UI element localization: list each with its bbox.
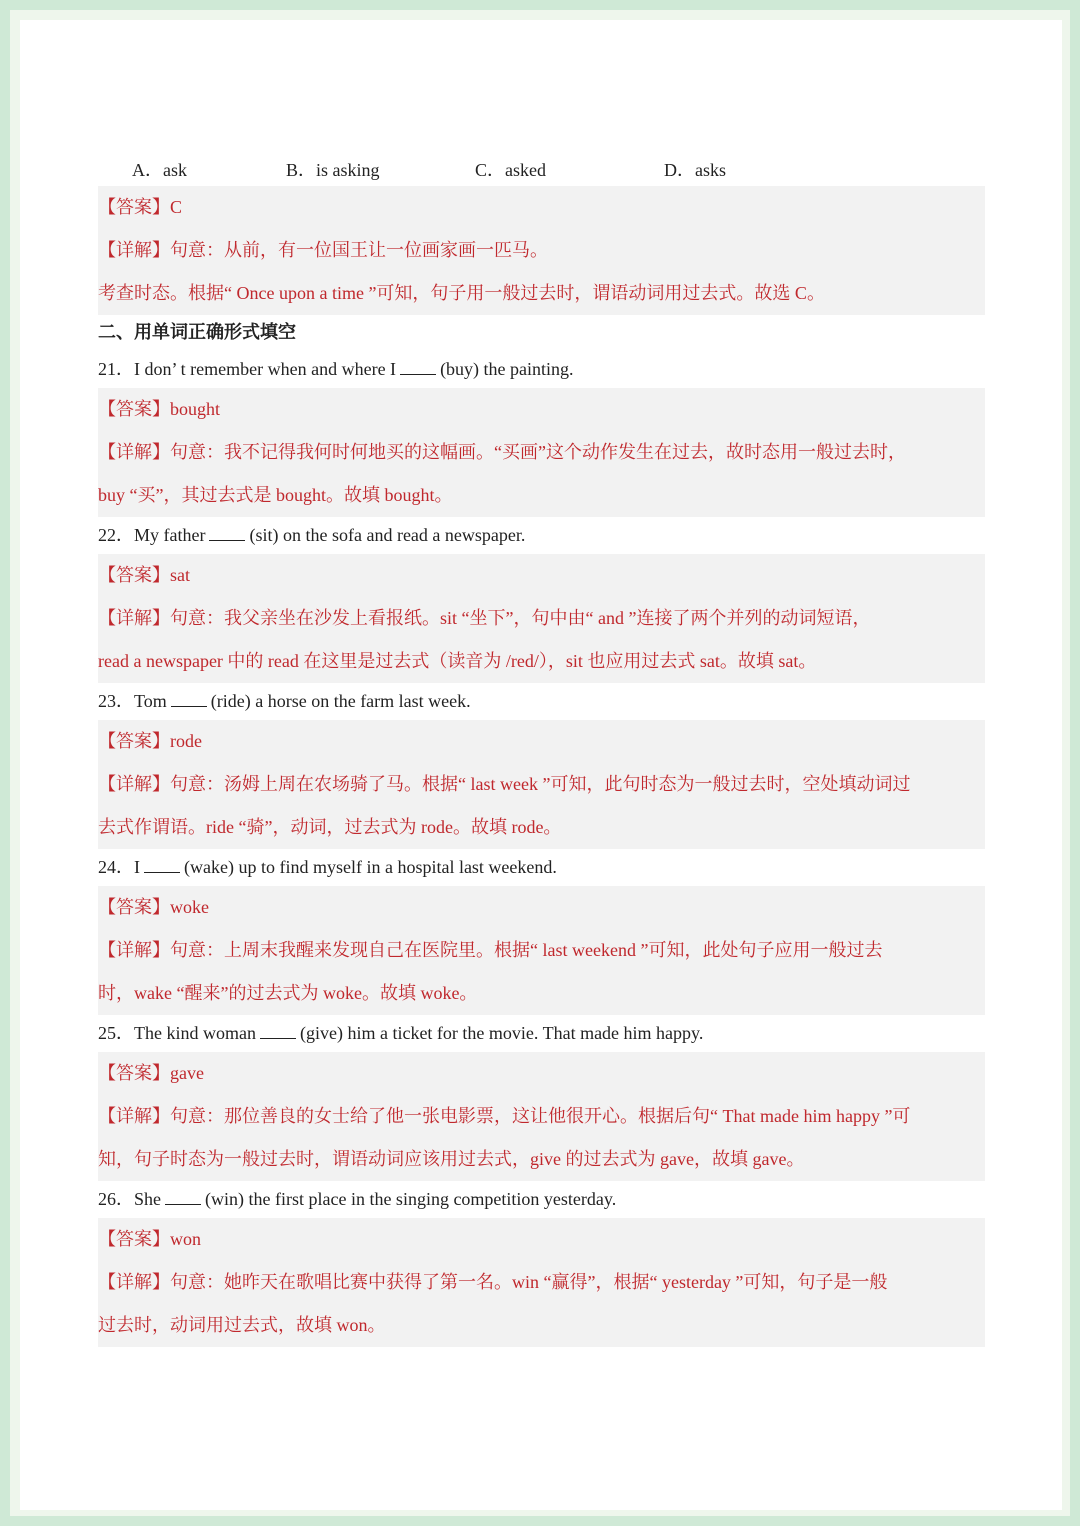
- question-22: [98, 517, 985, 554]
- detail-line-2: 知，句子时态为一般过去时，谓语动词应该用过去式，give 的过去式为 gave，故填 gave。: [98, 1149, 805, 1169]
- detail-line-1: 【详解】句意：上周末我醒来发现自己在医院里。根据“ last weekend ”可知，此处句子应用一般过去: [98, 940, 883, 960]
- detail-line-1: 【详解】句意：我不记得我何时何地买的这幅画。“买画”这个动作发生在过去，故时态用一般过去时，: [98, 442, 906, 462]
- q21-answer-block: [98, 388, 985, 517]
- question-text: 24．I: [98, 857, 140, 877]
- document-page: [20, 20, 1062, 1510]
- answer-line: 【答案】sat: [98, 565, 190, 585]
- detail-line-1: 【详解】句意：她昨天在歌唱比赛中获得了第一名。win “赢得”，根据“ yesterday ”可知，句子是一般: [98, 1272, 888, 1292]
- answer-line: 【答案】bought: [98, 399, 221, 419]
- question-text: 23．Tom: [98, 691, 167, 711]
- q23-answer-block: [98, 720, 985, 849]
- page-content: [98, 142, 985, 1347]
- answer-blank: [165, 1190, 201, 1205]
- answer-blank: [209, 526, 245, 541]
- question-text: (wake) up to find myself in a hospital last weekend.: [184, 857, 557, 877]
- answer-blank: [144, 858, 180, 873]
- option-a: A．ask: [132, 160, 187, 180]
- option-b: B．is asking: [286, 160, 380, 180]
- question-26: [98, 1181, 985, 1218]
- q26-answer-block: [98, 1218, 985, 1347]
- q20-options: [98, 142, 985, 186]
- question-text: (sit) on the sofa and read a newspaper.: [249, 525, 526, 545]
- answer-line: 【答案】won: [98, 1229, 201, 1249]
- question-text: (give) him a ticket for the movie. That made him happy.: [299, 1023, 704, 1043]
- section-title: 二、用单词正确形式填空: [98, 322, 296, 343]
- question-25: [98, 1015, 985, 1052]
- answer-line: 【答案】gave: [98, 1063, 204, 1083]
- question-21: [98, 351, 985, 388]
- detail-line-2: 过去时，动词用过去式，故填 won。: [98, 1315, 386, 1335]
- detail-line-2: 考查时态。根据“ Once upon a time ”可知，句子用一般过去时，谓语动词用过去式。故选 C。: [98, 283, 825, 303]
- answer-blank: [260, 1024, 296, 1039]
- question-text: 25．The kind woman: [98, 1023, 256, 1043]
- answer-blank: [400, 360, 436, 375]
- detail-line-2: read a newspaper 中的 read 在这里是过去式（读音为 /red/），sit 也应用过去式 sat。故填 sat。: [98, 651, 817, 671]
- detail-line-1: 【详解】句意：从前，有一位国王让一位画家画一匹马。: [98, 240, 548, 260]
- question-text: (buy) the painting.: [440, 359, 574, 379]
- answer-blank: [171, 692, 207, 707]
- detail-line-1: 【详解】句意：那位善良的女士给了他一张电影票，这让他很开心。根据后句“ That made him happy ”可: [98, 1106, 911, 1126]
- question-23: [98, 683, 985, 720]
- question-text: (win) the first place in the singing competition yesterday.: [205, 1189, 617, 1209]
- option-d: D．asks: [664, 160, 726, 180]
- question-text: 22．My father: [98, 525, 206, 545]
- question-24: [98, 849, 985, 886]
- q25-answer-block: [98, 1052, 985, 1181]
- detail-line-2: buy “买”，其过去式是 bought。故填 bought。: [98, 485, 453, 505]
- question-text: 26．She: [98, 1189, 161, 1209]
- answer-line: 【答案】rode: [98, 731, 202, 751]
- question-text: 21．I don’ t remember when and where I: [98, 359, 397, 379]
- answer-line: 【答案】C: [98, 197, 183, 217]
- answer-line: 【答案】woke: [98, 897, 209, 917]
- detail-line-2: 去式作谓语。ride “骑”，动词，过去式为 rode。故填 rode。: [98, 817, 562, 837]
- q20-answer-block: [98, 186, 985, 315]
- q24-answer-block: [98, 886, 985, 1015]
- question-text: (ride) a horse on the farm last week.: [210, 691, 471, 711]
- detail-line-1: 【详解】句意：汤姆上周在农场骑了马。根据“ last week ”可知，此句时态为一般过去时，空处填动词过: [98, 774, 911, 794]
- option-c: C．asked: [475, 160, 546, 180]
- q22-answer-block: [98, 554, 985, 683]
- detail-line-1: 【详解】句意：我父亲坐在沙发上看报纸。sit “坐下”，句中由“ and ”连接了两个并列的动词短语，: [98, 608, 871, 628]
- detail-line-2: 时，wake “醒来”的过去式为 woke。故填 woke。: [98, 983, 478, 1003]
